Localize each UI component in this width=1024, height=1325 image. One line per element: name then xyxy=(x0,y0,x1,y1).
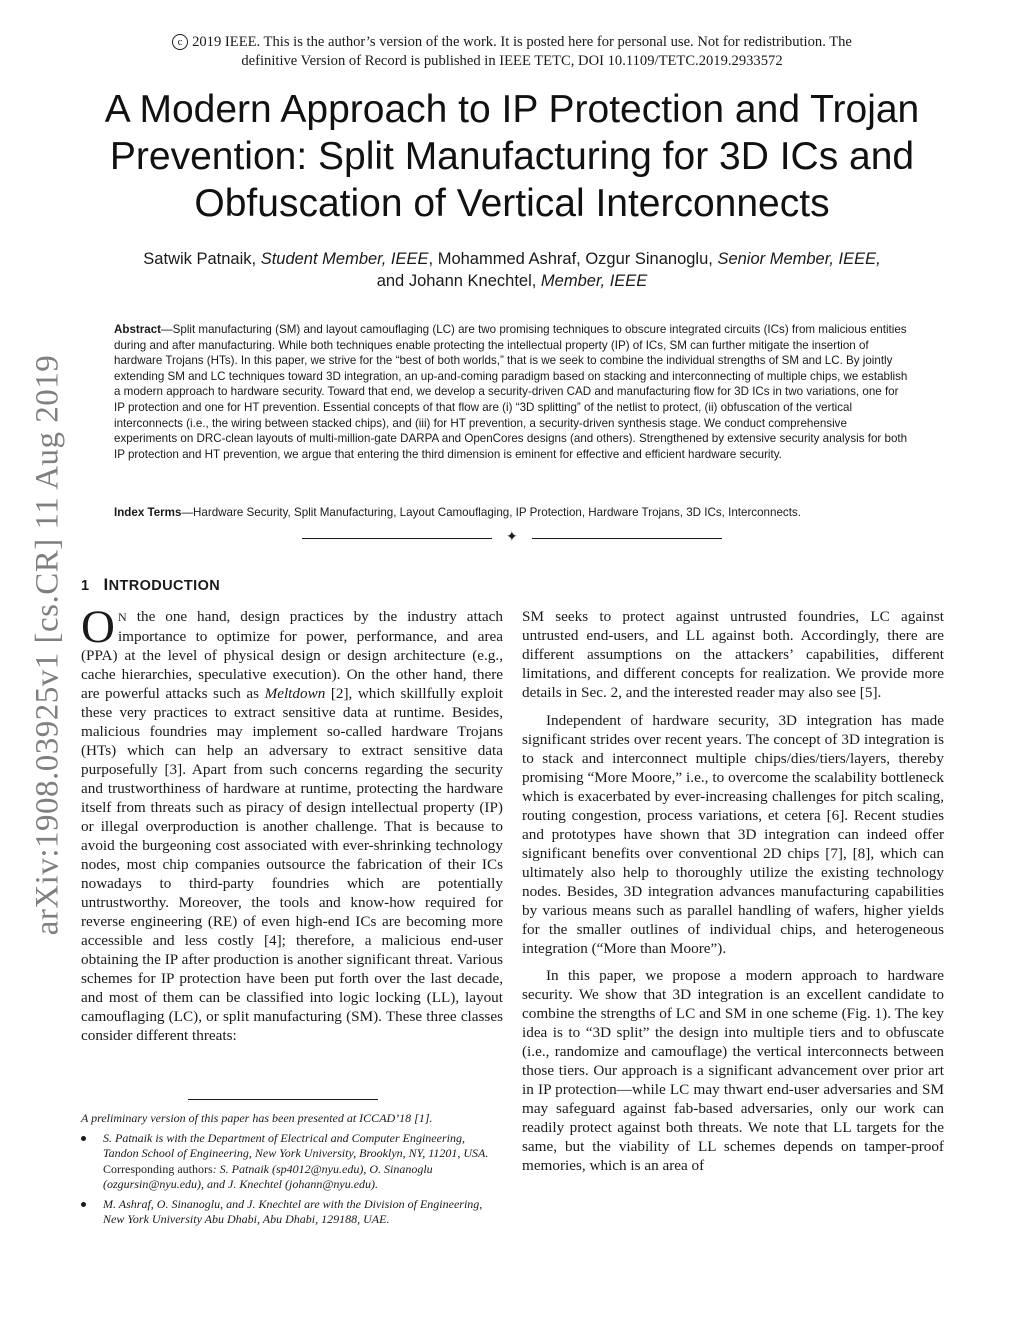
copyright-line-1 xyxy=(80,33,944,52)
author-4-role: Member, IEEE xyxy=(540,272,648,290)
author-2-3: , Mohammed Ashraf, Ozgur Sinanoglu, xyxy=(428,250,718,268)
author-1: Satwik Patnaik, xyxy=(143,250,261,268)
copyright-symbol: c xyxy=(172,34,188,50)
author-4: and Johann Knechtel, xyxy=(376,272,541,290)
right-paragraph-2: Independent of hardware security, 3D integration has made significant strides over recent years. The concept of 3D integration is to stack and interconnect multiple chips/dies/tiers/layers, thereby promising “More Moore,” i.e., to overcome the scalability bottleneck which is exacerbated by ever-increasing challenges for pitch scaling, routing congestion, process variations, et cetera [6]. Recent studies and prototypes have shown that 3D integration can indeed offer significant benefits over conventional 2D chips [7], [8], which can ultimately also help to thoroughly utilize the existing technology nodes. Besides, 3D integration advances manufacturing capabilities by various means such as parallel handling of wafers, higher yields for the smaller outlines of individual chips, and heterogeneous integration (“More than Moore”). xyxy=(522,712,944,957)
footnotes xyxy=(81,1103,503,1227)
separator-rule-left xyxy=(302,538,492,539)
copyright-notice xyxy=(80,33,944,71)
section-heading-introduction xyxy=(81,575,220,595)
author-list xyxy=(60,248,964,292)
left-column xyxy=(81,601,503,1045)
footnote-rule xyxy=(188,1099,378,1100)
footnote-affiliation-2-text: M. Ashraf, O. Sinanoglu, and J. Knechtel are with the Division of Engineering, New York University Abu Dhabi, Abu Dhabi, 129188, UAE. xyxy=(103,1197,483,1227)
title-line-3: Obfuscation of Vertical Interconnects xyxy=(194,182,830,225)
arxiv-sidebar xyxy=(16,345,80,945)
section-separator xyxy=(302,530,722,546)
corresponding-authors-text: : S. Patnaik (sp4012@nyu.edu), O. Sinanoglu (ozgursin@nyu.edu), and J. Knechtel (johann@nyu.edu). xyxy=(103,1161,433,1191)
corresponding-authors-label: Corresponding authors xyxy=(103,1161,213,1176)
author-line-1 xyxy=(60,248,964,270)
title-line-2: Prevention: Split Manufacturing for 3D ICs and xyxy=(109,135,915,178)
right-paragraph-3: In this paper, we propose a modern approach to hardware security. We show that 3D integration is an excellent candidate to combine the strengths of LC and SM in one scheme (Fig. 1). The key idea is to “3D split” the design into multiple tiers and to obfuscate (i.e., randomize and camouflage) the vertical interconnects between those tiers. Our approach is a significant advancement over prior art in IP protection—while LC may thwart end-user adversaries and SM may safeguard against fab-based adversaries, only our work can readily protect against both threats. We note that LL targets for the same, but the viability of LL schemes depends on tamper-proof memories, which is an area of xyxy=(522,967,944,1174)
footnote-bullet-icon xyxy=(81,1136,86,1141)
footnote-affiliation-1 xyxy=(81,1131,503,1192)
section-title-initial: I xyxy=(103,575,109,594)
section-number: 1 xyxy=(81,578,90,594)
intro-paragraph-1 xyxy=(81,601,503,1045)
separator-diamond-icon: ✦ xyxy=(506,530,518,545)
intro-text-b: [2], which skillfully exploit these very practices to extract sensitive data at runtime. Besides, malicious foundries may implement so-called hardware Trojans (HTs) which can help an adversary to extract sensitive data purposefully [3]. Apart from such concerns regarding the security and trustworthiness of hardware at runtime, protecting the hardware itself from threats such as piracy of design intellectual property (IP) or illegal overproduction is another challenge. That is because to avoid the burgeoning cost associated with ever-shrinking technology nodes, most chip companies outsource the fabrication of their ICs nowadays to third-party foundries which are potentially untrustworthy. Moreover, the tools and know-how required for reverse engineering (RE) of even high-end ICs are becoming more accessible and less costly [4]; therefore, a malicious end-user obtaining the IP after production is another significant threat. Various schemes for IP protection have been put forth over the last decade, and most of them can be classified into logic locking (LL), layout camouflaging (LC), or split manufacturing (SM). These three classes consider different threats: xyxy=(81,685,503,1044)
drop-cap: O xyxy=(81,601,115,653)
arxiv-identifier: arXiv:1908.03925v1 [cs.CR] 11 Aug 2019 xyxy=(29,354,66,936)
copyright-line-2: definitive Version of Record is published in IEEE TETC, DOI 10.1109/TETC.2019.2933572 xyxy=(241,53,783,69)
index-terms-label: Index Terms xyxy=(114,506,182,519)
separator-rule-right xyxy=(532,538,722,539)
section-title-rest: NTRODUCTION xyxy=(108,578,221,594)
intro-text-a: the one hand, design practices by the industry attach importance to optimize for power, performance, and area (PPA) at the level of physical design or design architecture (e.g., cache hierarchies, speculative execution). On the other hand, there are powerful attacks such as xyxy=(81,608,503,702)
abstract-label: Abstract xyxy=(114,323,162,336)
footnote-preliminary: A preliminary version of this paper has been presented at ICCAD’18 [1]. xyxy=(81,1111,433,1125)
footnote-affiliation-1-text: S. Patnaik is with the Department of Electrical and Computer Engineering, Tandon School of Engineering, New York University, Brooklyn, NY, 11201, USA. xyxy=(103,1131,489,1161)
footnote-bullet-icon xyxy=(81,1202,86,1207)
index-terms xyxy=(114,505,910,521)
abstract-text: —Split manufacturing (SM) and layout camouflaging (LC) are two promising techniques to obscure integrated circuits (ICs) from malicious entities during and after manufacturing. While both techniques enable protecting the intellectual property (IP) of ICs, SM can further mitigate the insertion of hardware Trojans (HTs). In this paper, we strive for the “best of both worlds,” that is we seek to combine the individual strengths of SM and LC. By jointly extending SM and LC techniques toward 3D integration, an up-and-coming paradigm based on stacking and interconnecting of multiple chips, we establish a modern approach to hardware security. Toward that end, we develop a security-driven CAD and manufacturing flow for 3D ICs in two variations, one for IP protection and one for HT prevention. Essential concepts of that flow are (i) “3D splitting” of the netlist to protect, (ii) obfuscation of the vertical interconnects (i.e., the wiring between stacked chips), and (iii) for HT prevention, a security-driven synthesis stage. We conduct comprehensive experiments on DRC-clean layouts of multi-million-gate DARPA and OpenCores designs (and others). Strengthened by extensive security analysis for both IP protection and HT prevention, we argue that entering the third dimension is eminent for effective and efficient hardware security. xyxy=(114,323,908,461)
footnote-affiliation-2 xyxy=(81,1197,503,1227)
first-word-smallcaps: N xyxy=(117,610,127,624)
index-terms-text: —Hardware Security, Split Manufacturing, Layout Camouflaging, IP Protection, Hardware Trojans, 3D ICs, Interconnects. xyxy=(181,506,801,519)
paper-title xyxy=(60,86,964,227)
right-paragraph-1: SM seeks to protect against untrusted foundries, LC against untrusted end-users, and LL against both. Accordingly, there are different assumptions on the attackers’ capabilities, different limitations, and different concepts for realization. We provide more details in Sec. 2, and the interested reader may also see [5]. xyxy=(522,608,944,701)
copyright-text-1: 2019 IEEE. This is the author’s version of the work. It is posted here for personal use. Not for redistribution. The xyxy=(192,34,852,50)
author-line-2 xyxy=(60,270,964,292)
author-1-role: Student Member, IEEE xyxy=(260,250,429,268)
abstract xyxy=(114,322,910,462)
author-3-role: Senior Member, IEEE, xyxy=(717,250,881,268)
title-line-1: A Modern Approach to IP Protection and Trojan xyxy=(104,88,920,131)
meltdown-term: Meltdown xyxy=(264,685,326,702)
right-column xyxy=(522,607,944,1175)
